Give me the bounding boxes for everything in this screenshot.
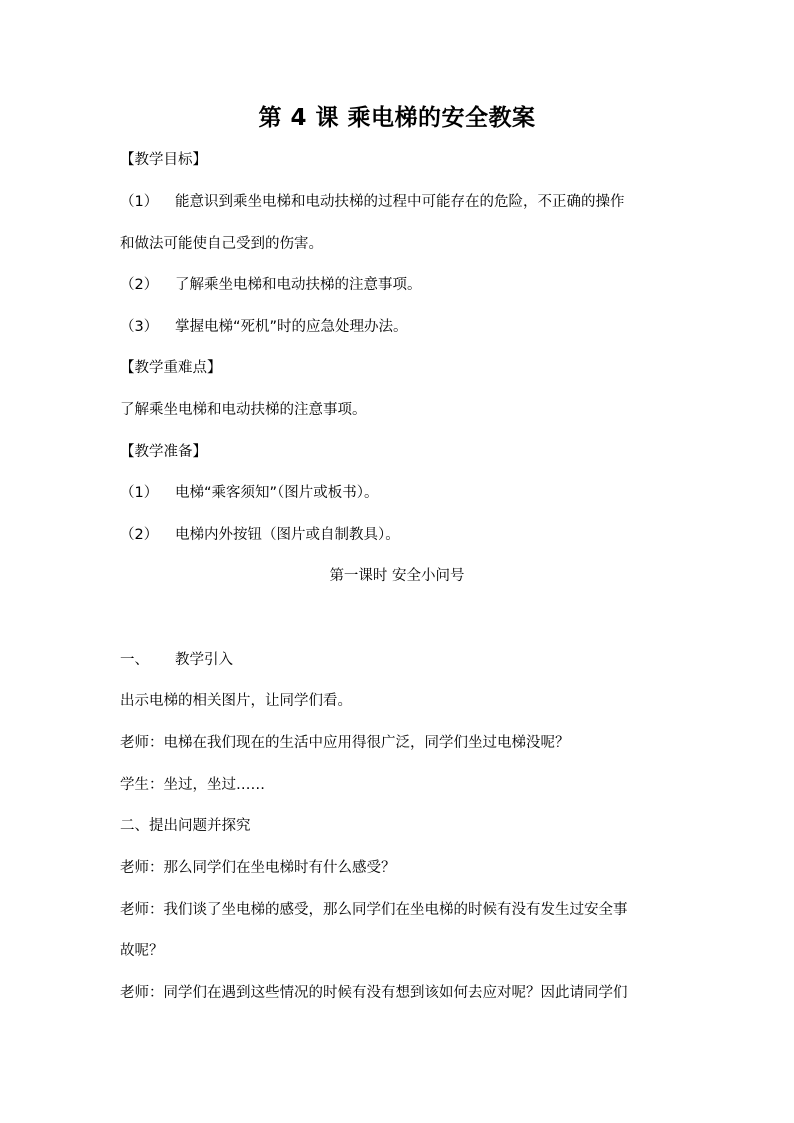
objective-number-3: （3） bbox=[120, 319, 159, 335]
objective-number-2: （2） bbox=[120, 277, 159, 293]
key-points-text: 了解乘坐电梯和电动扶梯的注意事项。 bbox=[120, 402, 367, 418]
prep-text-2: 电梯内外按钮（图片或自制教具）。 bbox=[175, 527, 400, 543]
objectives-heading: 【教学目标】 bbox=[120, 152, 207, 168]
paragraph-6: 老师：同学们在遇到这些情况的时候有没有想到该如何去应对呢？因此请同学们 bbox=[120, 985, 628, 1001]
prep-heading: 【教学准备】 bbox=[120, 444, 207, 460]
objective-text-1: 能意识到乘坐电梯和电动扶梯的过程中可能存在的危险，不正确的操作 bbox=[175, 194, 625, 210]
objective-text-2: 了解乘坐电梯和电动扶梯的注意事项。 bbox=[175, 277, 422, 293]
section-1-heading bbox=[120, 648, 690, 672]
paragraph-3: 学生：坐过，坐过…… bbox=[120, 777, 265, 793]
section-1-title: 教学引入 bbox=[175, 652, 233, 668]
prep-item-2 bbox=[120, 523, 690, 547]
prep-number-1: （1） bbox=[120, 485, 159, 501]
objective-number-1: （1） bbox=[120, 194, 159, 210]
objective-text-3: 掌握电梯“死机”时的应急处理办法。 bbox=[175, 319, 408, 335]
paragraph-5: 老师：我们谈了坐电梯的感受，那么同学们在坐电梯的时候有没有发生过安全事 bbox=[120, 902, 628, 918]
objective-item-2 bbox=[120, 273, 690, 297]
key-points-heading: 【教学重难点】 bbox=[120, 360, 222, 376]
section-1-number: 一、 bbox=[120, 652, 149, 668]
lesson-heading: 第一课时 安全小问号 bbox=[329, 568, 465, 584]
objective-item-1-continued: 和做法可能使自己受到的伤害。 bbox=[120, 236, 323, 252]
prep-text-1: 电梯“乘客须知”（图片或板书）。 bbox=[175, 485, 379, 501]
paragraph-5-continued: 故呢？ bbox=[120, 943, 164, 959]
objective-item-3 bbox=[120, 315, 690, 339]
paragraph-1: 出示电梯的相关图片，让同学们看。 bbox=[120, 693, 352, 709]
paragraph-2: 老师：电梯在我们现在的生活中应用得很广泛，同学们坐过电梯没呢？ bbox=[120, 735, 570, 751]
prep-item-1 bbox=[120, 481, 690, 505]
objective-item-1 bbox=[120, 190, 690, 214]
document-title: 第 4 课 乘电梯的安全教案 bbox=[258, 105, 536, 131]
paragraph-4: 老师：那么同学们在坐电梯时有什么感受？ bbox=[120, 860, 396, 876]
section-2-heading: 二、提出问题并探究 bbox=[120, 818, 251, 834]
prep-number-2: （2） bbox=[120, 527, 159, 543]
